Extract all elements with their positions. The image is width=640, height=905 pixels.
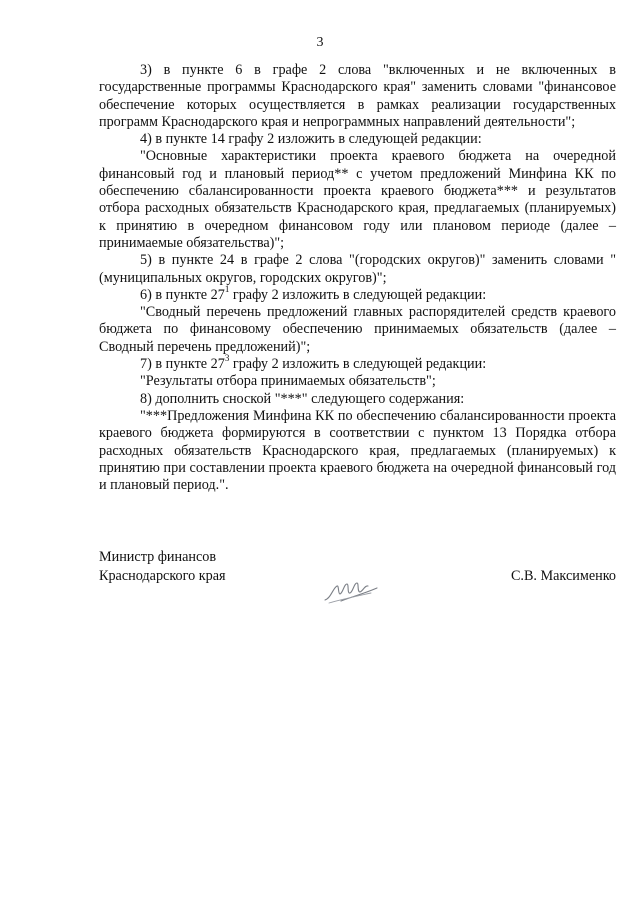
document-body — [99, 62, 616, 494]
signature-block — [99, 548, 616, 608]
amendment-item-8: 8) дополнить сноской "***" следующего содержания: — [140, 390, 465, 407]
item-7-after: графу 2 изложить в следующей редакции: — [229, 356, 487, 373]
handwritten-signature — [321, 576, 381, 606]
amendment-item-4-text: "Основные характеристики проекта краевого бюджета на очередной финансовый год и плановый период** с учетом предложений Минфина КК по обеспечению сбалансированности проекта краевого бюджета*** и результатов отбора расходных обязательств Краснодарского края, предлагаемых (планируемых) к принятию в очередном финансовом году или плановом периоде (далее – принимаемые обязательства)"; — [99, 148, 616, 251]
item-6-after: графу 2 изложить в следующей редакции: — [229, 286, 487, 303]
signatory-title-line-2: Краснодарского края — [99, 568, 226, 584]
amendment-item-6-text: "Сводный перечень предложений главных распорядителей средств краевого бюджета по финансовому обеспечению принимаемых обязательств (далее – Сводный перечень предложений)"; — [99, 304, 616, 355]
signatory-title-line-1: Министр финансов — [99, 549, 217, 565]
item-6-before: 6) в пункте 27 — [140, 286, 225, 303]
item-7-before: 7) в пункте 27 — [140, 356, 225, 373]
amendment-item-7 — [99, 353, 616, 373]
footnote-text: "***Предложения Минфина КК по обеспечению сбалансированности проекта краевого бюджета формируются в соответствии с пунктом 13 Порядка отбора расходных обязательств Краснодарского края, предлагаемых (планируемых) к принятию при составлении проекта краевого бюджета на очередной финансовый год и плановый период.". — [99, 407, 616, 494]
amendment-item-3: 3) в пункте 6 в графе 2 слова "включенных и не включенных в государственные программы Краснодарского края" заменить словами "финансовое обеспечение которых осуществляется в рамках реализации государственных программ Краснодарского края и непрограммных направлений деятельности"; — [99, 62, 616, 130]
amendment-item-7-text: "Результаты отбора принимаемых обязательств"; — [140, 373, 436, 390]
item-6-superscript: 1 — [224, 284, 230, 295]
amendment-item-5: 5) в пункте 24 в графе 2 слова "(городских округов)" заменить словами "(муниципальных округов, городских округов)"; — [99, 252, 616, 286]
signatory-name: С.В. Максименко — [510, 568, 616, 584]
amendment-item-6 — [99, 284, 616, 304]
amendment-item-4: 4) в пункте 14 графу 2 изложить в следующей редакции: — [140, 131, 482, 148]
page-number: 3 — [316, 35, 324, 50]
item-7-superscript: 3 — [224, 353, 230, 364]
